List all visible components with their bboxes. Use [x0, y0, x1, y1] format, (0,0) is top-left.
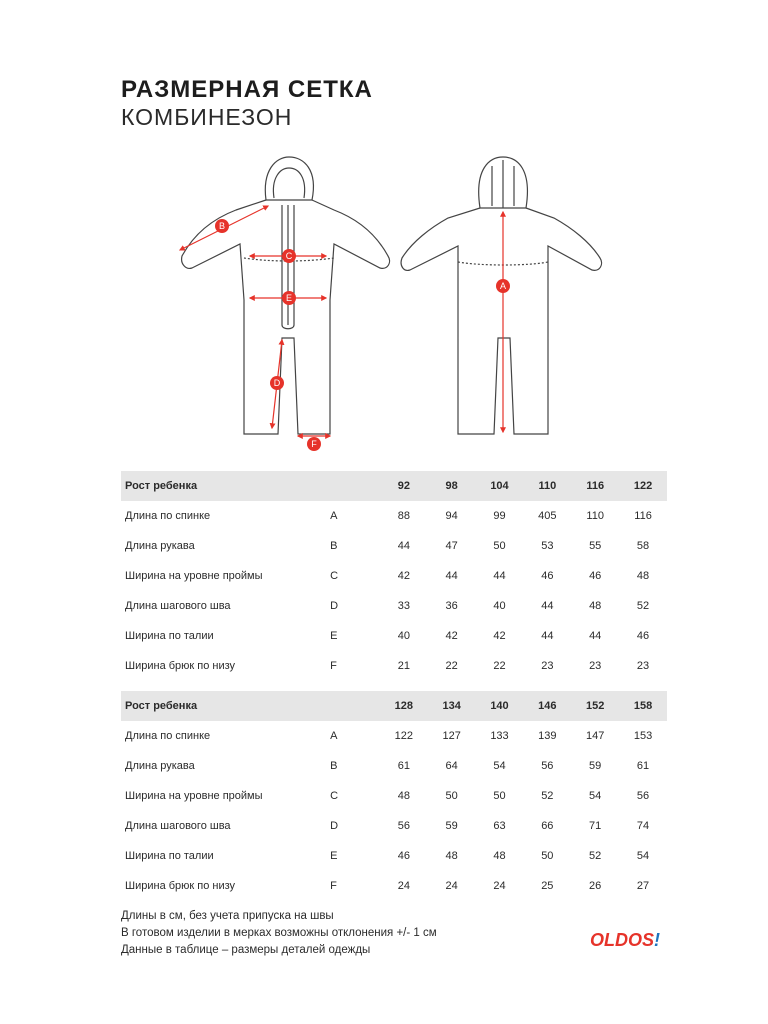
table-cell: 22 [493, 660, 506, 672]
table-cell: 48 [397, 790, 410, 802]
header-cell: Рост ребенка [121, 471, 330, 501]
table-cell: 59 [589, 760, 602, 772]
table-cell: 23 [589, 660, 602, 672]
table-row [121, 531, 667, 561]
header-cell [330, 691, 380, 721]
table-row [121, 561, 667, 591]
row-code: A [330, 730, 338, 742]
table-cell: 147 [585, 730, 605, 742]
row-code: C [330, 790, 339, 802]
table-cell: 48 [493, 850, 506, 862]
note-line: Длины в см, без учета припуска на швы [121, 910, 334, 922]
header-cell: 92 [380, 471, 428, 501]
table-cell: 50 [493, 540, 506, 552]
header-cell: 140 [476, 691, 524, 721]
row-code: E [330, 850, 338, 862]
header-cell: 158 [619, 691, 667, 721]
row-label: Длина рукава [125, 540, 195, 552]
table-cell: 133 [490, 730, 509, 742]
table-cell: 44 [397, 540, 410, 552]
row-code: D [330, 600, 339, 612]
table-cell: 46 [541, 570, 554, 582]
table-row [121, 721, 667, 751]
back-view-drawing [401, 157, 601, 434]
table-cell: 56 [397, 820, 410, 832]
table-cell: 46 [397, 850, 410, 862]
table-row [121, 841, 667, 871]
table-cell: 116 [634, 510, 652, 522]
table-cell: 88 [397, 510, 410, 522]
row-code: C [330, 570, 339, 582]
table-cell: 58 [636, 540, 650, 552]
table-cell: 54 [589, 790, 602, 802]
header-cell: Рост ребенка [121, 691, 330, 721]
table-cell: 44 [445, 570, 458, 582]
table-row [121, 871, 667, 901]
table-cell: 61 [636, 760, 650, 772]
front-measure-badges [215, 219, 321, 451]
table-cell: 54 [493, 760, 506, 772]
row-label: Длина по спинке [125, 730, 211, 742]
table-cell: 47 [445, 540, 458, 552]
row-label: Ширина по талии [125, 630, 214, 642]
table-cell: 56 [541, 760, 554, 772]
back-measure-badges [496, 279, 510, 293]
table-cell: 33 [397, 600, 410, 612]
table-cell: 44 [541, 630, 554, 642]
table-cell: 55 [589, 540, 602, 552]
table-cell: 24 [397, 880, 410, 892]
table-cell: 56 [636, 790, 650, 802]
table-cell: 64 [445, 760, 458, 772]
table-cell: 71 [589, 820, 602, 832]
logo-text: OLDOS [590, 930, 655, 950]
header-cell: 152 [571, 691, 619, 721]
size-table-2 [121, 691, 667, 901]
header-cell: 116 [571, 471, 619, 501]
logo-mark: ! [654, 930, 661, 950]
row-code: E [330, 630, 338, 642]
table-cell: 110 [586, 510, 604, 522]
table-cell: 139 [538, 730, 557, 742]
row-label: Длина рукава [125, 760, 195, 772]
header-cell [330, 471, 380, 501]
row-code: F [330, 660, 337, 672]
table-cell: 52 [636, 600, 650, 612]
table-cell: 59 [445, 820, 458, 832]
note-line: Данные в таблице – размеры деталей одежды [121, 944, 371, 956]
jumpsuit-diagram [0, 0, 768, 460]
table-cell: 21 [397, 660, 410, 672]
table-cell: 48 [636, 570, 650, 582]
table-cell: 63 [493, 820, 506, 832]
row-label: Длина по спинке [125, 510, 211, 522]
table-row [121, 811, 667, 841]
header-cell: 110 [523, 471, 571, 501]
table-cell: 22 [445, 660, 458, 672]
table-cell: 24 [445, 880, 458, 892]
table-cell: 48 [589, 600, 602, 612]
table-cell: 61 [397, 760, 410, 772]
header-cell: 134 [428, 691, 476, 721]
table-cell: 94 [445, 510, 458, 522]
table-cell: 42 [397, 570, 410, 582]
table-cell: 26 [589, 880, 602, 892]
table-cell: 23 [636, 660, 650, 672]
table-cell: 53 [541, 540, 554, 552]
table-cell: 48 [445, 850, 458, 862]
table-cell: 122 [394, 730, 414, 742]
table-header-row [121, 471, 667, 501]
badge-f-label: F [311, 439, 317, 449]
table-cell: 66 [541, 820, 554, 832]
table-cell: 74 [636, 820, 650, 832]
row-label: Ширина по талии [125, 850, 214, 862]
table-row [121, 781, 667, 811]
table-row [121, 651, 667, 681]
table-cell: 42 [493, 630, 506, 642]
table-cell: 50 [445, 790, 458, 802]
table-row [121, 621, 667, 651]
table-cell: 27 [636, 880, 650, 892]
row-code: D [330, 820, 339, 832]
page-title: РАЗМЕРНАЯ СЕТКА [121, 76, 373, 103]
row-code: A [330, 510, 338, 522]
row-code: F [330, 880, 337, 892]
row-code: B [330, 760, 338, 772]
table-cell: 99 [493, 510, 506, 522]
table-header-row [121, 691, 667, 721]
table-cell: 25 [541, 880, 554, 892]
front-measurements [180, 206, 330, 436]
table-cell: 36 [445, 600, 458, 612]
row-code: B [330, 540, 338, 552]
table-cell: 44 [589, 630, 602, 642]
row-label: Ширина на уровне проймы [125, 790, 263, 802]
table-cell: 52 [541, 790, 554, 802]
size-table-1 [121, 471, 667, 681]
table-cell: 50 [541, 850, 554, 862]
table-cell: 405 [538, 510, 557, 522]
page-subtitle: КОМБИНЕЗОН [121, 104, 293, 130]
badge-c-label: C [285, 251, 293, 261]
badge-a-label: A [499, 281, 507, 291]
badge-e-label: E [285, 293, 293, 303]
table-cell: 24 [493, 880, 506, 892]
table-cell: 44 [541, 600, 554, 612]
table-cell: 46 [589, 570, 602, 582]
badge-d-label: D [273, 378, 281, 388]
note-line: В готовом изделии в мерках возможны отклонения +/- 1 см [121, 927, 437, 939]
badge-b-label: B [218, 221, 226, 231]
header-cell: 122 [619, 471, 667, 501]
oldos-logo [590, 930, 660, 951]
table-row [121, 751, 667, 781]
row-label: Длина шагового шва [125, 820, 231, 832]
table-cell: 40 [493, 600, 506, 612]
table-cell: 46 [636, 630, 650, 642]
table-cell: 54 [636, 850, 650, 862]
table-row [121, 591, 667, 621]
header-cell: 98 [428, 471, 476, 501]
row-label: Ширина брюк по низу [125, 880, 236, 892]
table-cell: 52 [589, 850, 602, 862]
row-label: Длина шагового шва [125, 600, 231, 612]
table-cell: 40 [397, 630, 410, 642]
row-label: Ширина на уровне проймы [125, 570, 263, 582]
row-label: Ширина брюк по низу [125, 660, 236, 672]
table-cell: 153 [633, 730, 653, 742]
header-cell: 128 [380, 691, 428, 721]
header-cell: 104 [476, 471, 524, 501]
table-row [121, 501, 667, 531]
footnotes [121, 908, 437, 959]
table-cell: 50 [493, 790, 506, 802]
table-cell: 23 [541, 660, 554, 672]
table-cell: 42 [445, 630, 458, 642]
header-cell: 146 [523, 691, 571, 721]
table-cell: 127 [442, 730, 461, 742]
table-cell: 44 [493, 570, 506, 582]
